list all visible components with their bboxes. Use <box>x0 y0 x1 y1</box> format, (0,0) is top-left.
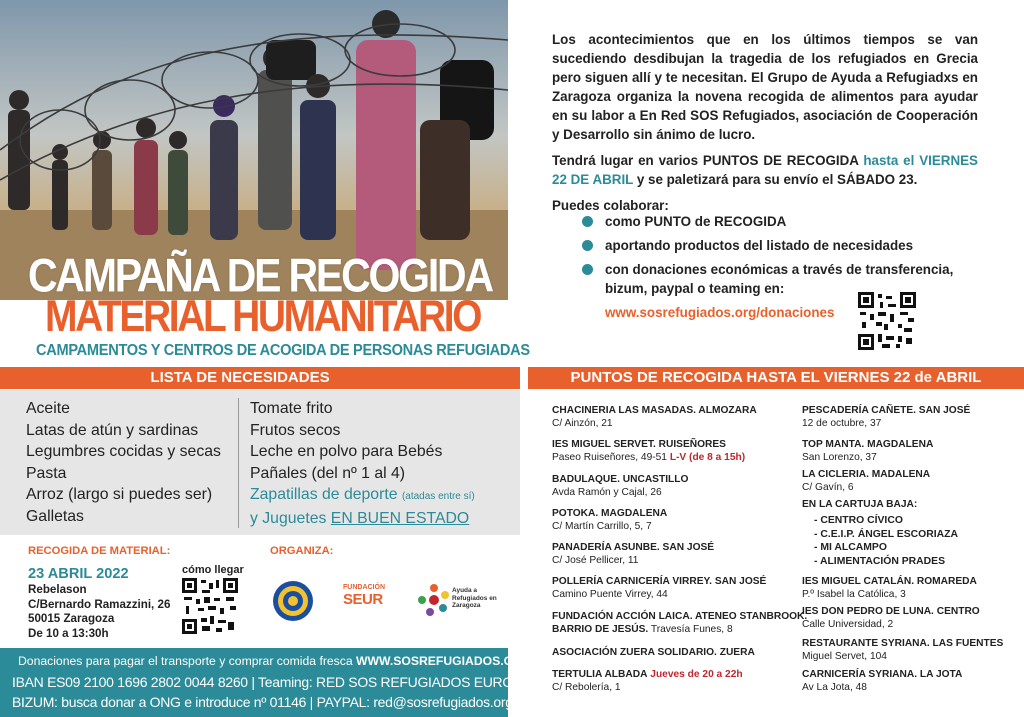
point-name: BADULAQUE. UNCASTILLO <box>552 474 689 485</box>
donations-qr-code[interactable] <box>858 292 916 350</box>
collection-city: 50015 Zaragoza <box>28 612 115 625</box>
point-name: FUNDACIÓN ACCIÓN LAICA. ATENEO STANBROOK. <box>552 611 808 622</box>
list-item: - MI ALCAMPO <box>814 542 887 553</box>
point-name: IES MIGUEL SERVET. RUISEÑORES <box>552 439 726 450</box>
point-hours: L-V (de 8 a 15h) <box>669 452 746 463</box>
needs-heading: LISTA DE NECESIDADES <box>150 369 330 386</box>
point-name: IES DON PEDRO DE LUNA. CENTRO <box>802 606 980 617</box>
point-address: Paseo Ruiseñores, 49-51 <box>552 452 667 463</box>
point-address: Travesía Funes, 8 <box>650 624 733 635</box>
ayuda-refugiados-logo <box>418 583 498 619</box>
point-address: C/ José Pellicer, 11 <box>552 555 639 566</box>
point-address: C/ Rebolería, 1 <box>552 682 621 693</box>
seur-foundation-text: FUNDACIÓN <box>343 584 385 591</box>
point-name: POLLERÍA CARNICERÍA VIRREY. SAN JOSÉ <box>552 576 767 587</box>
cartuja-points-list <box>814 514 958 568</box>
collection-point <box>552 404 757 430</box>
list-item: - ALIMENTACIÓN PRADES <box>814 555 946 567</box>
organizer-seal-logo <box>272 580 314 622</box>
needs-divider <box>238 398 239 528</box>
collection-point <box>552 438 745 464</box>
collection-point <box>802 605 980 631</box>
collection-point <box>802 637 1003 663</box>
collection-point <box>552 473 688 499</box>
list-item <box>580 212 990 231</box>
ayuda-text: Ayuda a Refugiados en Zaragoza <box>452 587 497 609</box>
list-item: Pasta <box>26 464 67 482</box>
point-address: C/ Gavín, 6 <box>802 482 854 493</box>
collection-point <box>802 498 917 511</box>
point-name: POTOKA. MAGDALENA <box>552 508 668 519</box>
list-item: - CENTRO CÍVICO <box>814 515 903 526</box>
point-address: C/ Martín Carrillo, 5, 7 <box>552 521 652 532</box>
campaign-title: CAMPAÑA DE RECOGIDA <box>28 248 492 302</box>
points-heading: PUNTOS DE RECOGIDA HASTA EL VIERNES 22 de ABRIL <box>570 369 982 386</box>
point-name: CHACINERIA LAS MASADAS. ALMOZARA <box>552 405 757 416</box>
collaborate-list <box>580 212 990 303</box>
point-address: 12 de octubre, 37 <box>802 418 882 429</box>
shipping-text: y se paletizará para su envío el SÁBADO 23. <box>633 172 918 187</box>
points-banner <box>528 367 1024 389</box>
list-item: Legumbres cocidas y secas <box>26 443 221 460</box>
point-name: TERTULIA ALBADA <box>552 669 648 680</box>
list-item: Leche en polvo para Bebés <box>250 443 443 460</box>
list-item: Tomate frito <box>250 400 333 417</box>
list-item <box>580 236 990 255</box>
collection-hours: De 10 a 13:30h <box>28 626 109 640</box>
donation-website[interactable]: WWW.SOSREFUGIADOS.ORG <box>356 654 532 668</box>
collection-date: 23 ABRIL 2022 <box>28 566 129 582</box>
point-address: Av La Jota, 48 <box>802 682 867 693</box>
point-name: ASOCIACIÓN ZUERA SOLIDARIO. ZUERA <box>552 647 755 658</box>
collection-point <box>802 468 930 494</box>
collaborate-heading: Puedes colaborar: <box>552 198 669 213</box>
list-item: Arroz (largo si puedes ser) <box>26 486 213 503</box>
collection-point <box>552 646 755 659</box>
point-name: EN LA CARTUJA BAJA: <box>802 499 918 510</box>
list-item <box>250 484 520 508</box>
point-address: C/ Ainzón, 21 <box>552 418 613 429</box>
bullet-icon <box>582 240 593 251</box>
point-name: LA CICLERIA. MADALENA <box>802 469 931 480</box>
point-name: TOP MANTA. MAGDALENA <box>802 439 934 450</box>
collection-point <box>552 610 807 636</box>
collection-point <box>552 507 667 533</box>
needs-list-right <box>250 398 520 529</box>
collection-point <box>802 575 977 601</box>
collection-street: C/Bernardo Ramazzini, 26 <box>28 597 171 611</box>
campaign-tagline: CAMPAMENTOS Y CENTROS DE ACOGIDA DE PERSONAS REFUGIADAS <box>36 342 530 360</box>
collection-point <box>552 541 714 567</box>
seur-text: SEUR <box>343 591 383 608</box>
bullet-icon <box>582 264 593 275</box>
intro-paragraph: Los acontecimientos que en los últimos tiempos se van sucediendo desdibujan la tragedia de los refugiados en Grecia pero siguen allí y te necesitan. El Grupo de Ayuda a Refugiadxs en Zaragoza organiza la novena recogida de alimentos para ayudar en su labor a En Red SOS Refugiados, asociación de Cooperación y Desarrollo sin ánimo de lucro. <box>552 32 978 142</box>
list-item: Galletas <box>26 507 84 525</box>
list-item: Latas de atún y sardinas <box>26 421 199 439</box>
seur-foundation-logo <box>343 584 385 608</box>
point-name: CARNICERÍA SYRIANA. LA JOTA <box>802 669 963 680</box>
point-address: Avda Ramón y Cajal, 26 <box>552 487 662 498</box>
list-item: Frutos secos <box>250 421 341 439</box>
point-address: Calle Universidad, 2 <box>802 619 894 630</box>
intro-dates-paragraph <box>552 151 978 189</box>
list-item <box>250 508 520 530</box>
collection-point <box>802 438 933 464</box>
list-item: Aceite <box>26 400 70 417</box>
deadline-text: hasta el VIERNES 22 DE ABRIL <box>552 153 978 187</box>
intro-text <box>552 30 978 222</box>
donation-bizum-paypal: BIZUM: busca donar a ONG e introduce nº 01146 | PAYPAL: red@sosrefugiados.org <box>12 694 513 710</box>
point-address: Camino Puente Virrey, 44 <box>552 589 668 600</box>
point-address: San Lorenzo, 37 <box>802 452 877 463</box>
collection-point <box>552 668 743 694</box>
point-address: Miguel Servet, 104 <box>802 651 887 662</box>
collection-address <box>28 583 170 641</box>
donation-purpose: Donaciones para pagar el transporte y comprar comida fresca <box>18 654 357 668</box>
point-address: P.º Isabel la Católica, 3 <box>802 589 906 600</box>
toys-condition: EN BUEN ESTADO <box>330 509 470 527</box>
collection-point <box>802 404 970 430</box>
collection-point <box>802 668 962 694</box>
point-name-2: BARRIO DE JESÚS. <box>552 624 649 635</box>
bullet-icon <box>582 216 593 227</box>
donation-iban: IBAN ES09 2100 1696 2802 0044 8260 | Teaming: RED SOS REFUGIADOS EUROPA <box>12 674 530 690</box>
dates-text: Tendrá lugar en varios PUNTOS DE RECOGIDA <box>552 153 864 168</box>
toys-text: y Juguetes <box>250 509 331 527</box>
bullet-text: como PUNTO de RECOGIDA <box>605 214 787 229</box>
donations-link[interactable]: www.sosrefugiados.org/donaciones <box>605 305 835 320</box>
donation-line-1 <box>18 654 531 668</box>
point-name: RESTAURANTE SYRIANA. LAS FUENTES <box>802 638 1004 649</box>
point-name: IES MIGUEL CATALÁN. ROMAREDA <box>802 576 977 587</box>
shoes-note: (atadas entre sí) <box>401 491 475 502</box>
needs-list-left <box>26 398 241 527</box>
collection-point <box>552 575 766 601</box>
list-item: - C.E.I.P. ÁNGEL ESCORIAZA <box>814 528 958 540</box>
how-to-get-label: cómo llegar <box>182 564 244 576</box>
needs-banner <box>0 367 520 389</box>
organize-label: ORGANIZA: <box>270 545 334 557</box>
shoes-text: Zapatillas de deporte <box>250 486 398 503</box>
bullet-text: con donaciones económicas a través de transferencia, bizum, paypal o teaming en: <box>605 262 954 296</box>
point-name: PESCADERÍA CAÑETE. SAN JOSÉ <box>802 405 971 416</box>
point-hours: Jueves de 20 a 22h <box>650 669 743 680</box>
bullet-text: aportando productos del listado de necesidades <box>605 238 914 253</box>
collection-label: RECOGIDA DE MATERIAL: <box>28 545 171 557</box>
collection-place: Rebelason <box>28 583 87 596</box>
point-name: PANADERÍA ASUNBE. SAN JOSÉ <box>552 542 715 553</box>
directions-qr-code[interactable] <box>182 578 238 634</box>
campaign-subtitle-title: MATERIAL HUMANITARIO <box>45 291 481 342</box>
list-item: Pañales (del nº 1 al 4) <box>250 464 406 482</box>
